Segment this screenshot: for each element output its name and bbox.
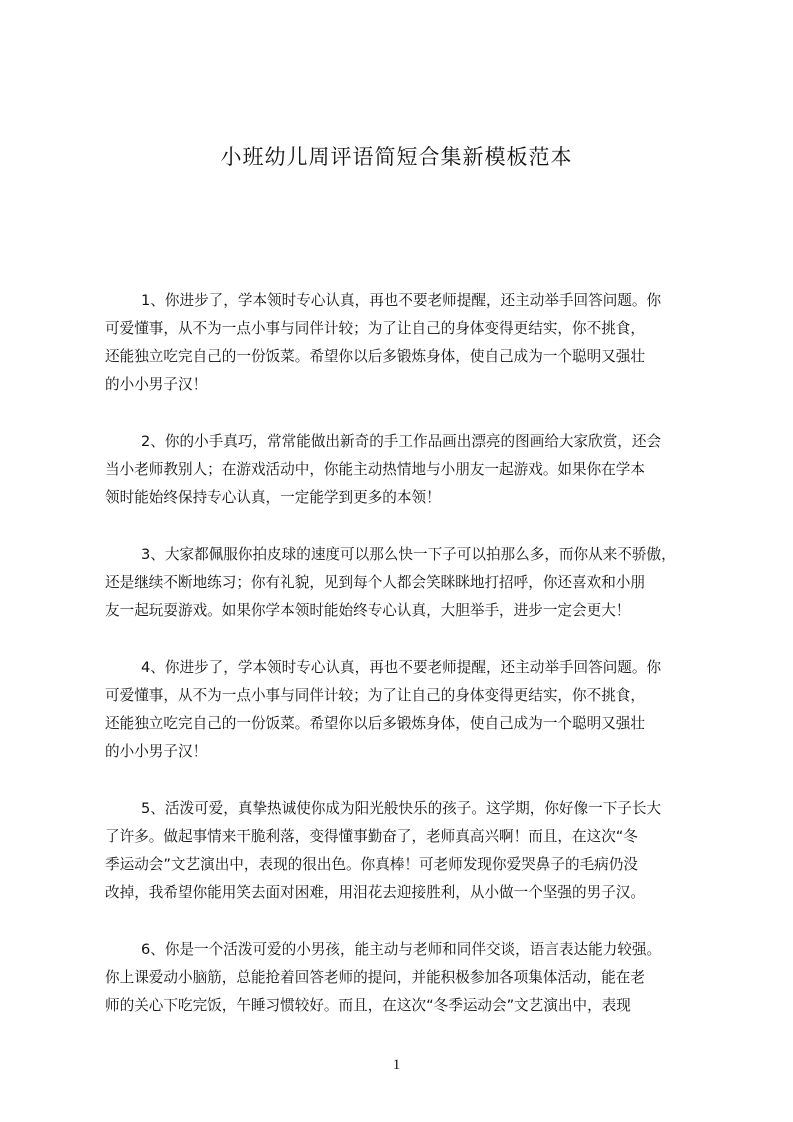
paragraph-line: 可爱懂事，从不为一点小事与同伴计较；为了让自己的身体变得更结实，你不挑食， [105, 320, 645, 337]
paragraph-line: 还能独立吃完自己的一份饭菜。希望你以后多锻炼身体，使自己成为一个聪明又强壮 [105, 715, 645, 732]
page-title: 小班幼儿周评语简短合集新模板范本 [220, 145, 573, 169]
paragraph-5 [105, 795, 715, 907]
paragraph-1 [105, 287, 715, 399]
paragraph-line: 的小小男子汉！ [105, 743, 208, 760]
paragraph-4 [105, 654, 715, 766]
paragraph-line: 可爱懂事，从不为一点小事与同伴计较；为了让自己的身体变得更结实，你不挑食， [105, 687, 645, 704]
paragraph-line: 3、大家都佩服你拍皮球的速度可以那么快一下子可以拍那么多，而你从来不骄傲， [141, 546, 676, 563]
paragraph-6 [105, 936, 715, 1020]
paragraph-line: 你上课爱动小脑筋，总能抢着回答老师的提问，并能积极参加各项集体活动，能在老 [105, 969, 645, 986]
paragraph-line: 季运动会”文艺演出中，表现的很出色。你真棒！可老师发现你爱哭鼻子的毛病仍没 [105, 856, 638, 873]
paragraph-line: 还是继续不断地练习；你有礼貌，见到每个人都会笑眯眯地打招呼，你还喜欢和小朋 [105, 574, 645, 591]
paragraph-line: 1、你进步了，学本领时专心认真，再也不要老师提醒，还主动举手回答问题。你 [141, 292, 662, 309]
paragraph-2 [105, 428, 715, 512]
paragraph-line: 还能独立吃完自己的一份饭菜。希望你以后多锻炼身体，使自己成为一个聪明又强壮 [105, 348, 645, 365]
paragraph-line: 友一起玩耍游戏。如果你学本领时能始终专心认真，大胆举手，进步一定会更大！ [105, 602, 631, 619]
paragraph-line: 2、你的小手真巧，常常能做出新奇的手工作品画出漂亮的图画给大家欣赏，还会 [141, 433, 662, 450]
paragraph-line: 改掉，我希望你能用笑去面对困难，用泪花去迎接胜利，从小做一个坚强的男子汉。 [105, 884, 645, 901]
paragraph-line: 4、你进步了，学本领时专心认真，再也不要老师提醒，还主动举手回答问题。你 [141, 659, 662, 676]
paragraph-line: 师的关心下吃完饭，午睡习惯较好。而且，在这次“冬季运动会”文艺演出中，表现 [105, 997, 631, 1014]
paragraph-line: 6、你是一个活泼可爱的小男孩，能主动与老师和同伴交谈，语言表达能力较强。 [141, 941, 662, 958]
paragraph-line: 了许多。做起事情来干脆利落，变得懂事勤奋了，老师真高兴啊！而且，在这次“冬 [105, 828, 638, 845]
paragraph-line: 当小老师教别人；在游戏活动中，你能主动热情地与小朋友一起游戏。如果你在学本 [105, 461, 645, 478]
page-number: 1 [392, 1057, 401, 1073]
paragraph-3 [105, 541, 715, 625]
paragraph-line: 5、活泼可爱，真挚热诚使你成为阳光般快乐的孩子。这学期，你好像一下子长大 [141, 800, 662, 817]
body-text [105, 287, 715, 1049]
paragraph-line: 领时能始终保持专心认真，一定能学到更多的本领！ [105, 489, 441, 506]
paragraph-line: 的小小男子汉！ [105, 376, 208, 393]
